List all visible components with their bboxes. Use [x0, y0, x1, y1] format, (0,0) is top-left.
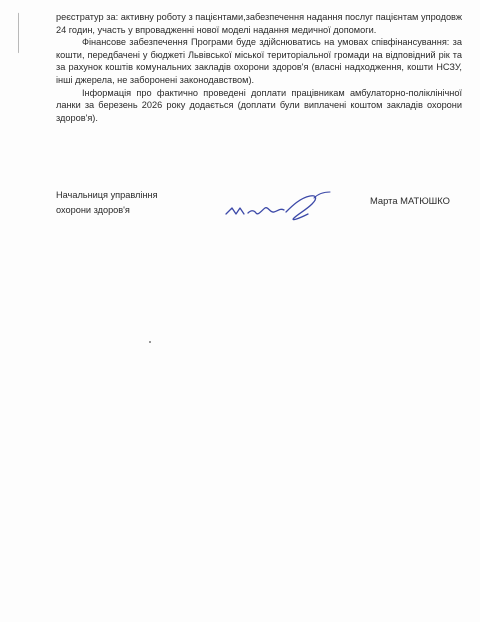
- handwritten-signature: [218, 188, 338, 230]
- position-line-1: Начальниця управління: [56, 190, 158, 200]
- paragraph-payments-info: Інформація про фактично проведені доплати працівникам амбулаторно-поліклінічної ланки за березень 2026 року додається (доплати були виплачені коштом закладів охорони здоров'я).: [56, 87, 462, 123]
- document-body: [56, 11, 462, 124]
- paragraph-financing: Фінансове забезпечення Програми буде здійснюватись на умовах співфінансування: за кошти, передбачені у бюджеті Львівської міської територіальної громади на відповідний рік та за рахунок коштів комунальних закладів охорони здоров'я (власні надходження, кошти НСЗУ, інші джерела, не заборонені законодавством).: [56, 37, 462, 85]
- page-fold-mark: [0, 0, 19, 53]
- signatory-name: Марта МАТЮШКО: [370, 195, 450, 206]
- scan-speck: [149, 341, 151, 343]
- position-line-2: охорони здоров'я: [56, 205, 130, 215]
- paragraph-registry-duties: реєстратур за: активну роботу з пацієнтами,забезпечення надання послуг пацієнтам упродовж 24 годин, участь у впровадженні нової моделі надання медичної допомоги.: [56, 12, 462, 35]
- signatory-position: [56, 188, 158, 218]
